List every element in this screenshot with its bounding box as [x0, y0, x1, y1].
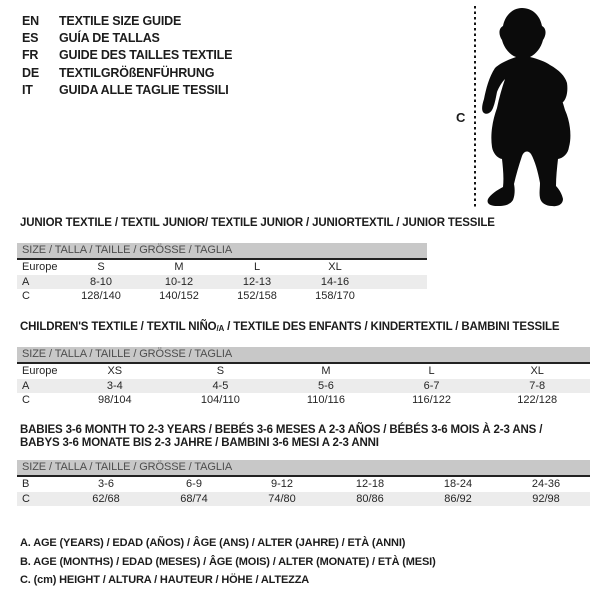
size-cell: 6-9 [186, 478, 202, 491]
table-row [17, 393, 590, 408]
table-row [17, 275, 427, 290]
lang-row-fr [22, 47, 232, 64]
size-cell: 7-8 [484, 379, 590, 394]
filler-cell [374, 289, 427, 304]
size-cell: 74/80 [238, 492, 326, 507]
size-cell: 116/122 [412, 394, 452, 407]
table-row [17, 289, 427, 304]
size-cell: 122/128 [517, 394, 558, 407]
size-cell: 158/170 [315, 290, 355, 303]
size-cell: 12-13 [218, 275, 296, 290]
row-label: A [17, 379, 62, 394]
height-measure-dotted-line [474, 6, 476, 209]
childrens-size-table [17, 364, 590, 408]
lang-code: ES [22, 31, 39, 46]
note-b: B. AGE (MONTHS) / EDAD (MESES) / ÂGE (MOIS) / ALTER (MONATE) / ETÀ (MESI) [20, 555, 436, 568]
baby-silhouette [480, 0, 600, 215]
size-cell: 62/68 [62, 492, 150, 507]
lang-label: TEXTILGRÖßENFÜHRUNG [59, 65, 215, 80]
baby-silhouette-path [482, 8, 570, 206]
size-cell: 3-6 [98, 478, 114, 491]
filler-cell [374, 275, 427, 290]
size-cell: XS [107, 365, 123, 378]
size-cell: S [97, 261, 105, 274]
row-label: Europe [22, 261, 58, 274]
height-measure-label: C [456, 110, 466, 125]
table-row [17, 492, 590, 507]
size-cell: 6-7 [379, 379, 485, 394]
lang-label: TEXTILE SIZE GUIDE [59, 14, 182, 28]
row-label: A [17, 275, 62, 290]
row-label: B [22, 478, 30, 491]
size-cell: 92/98 [502, 492, 590, 507]
size-cell: 140/152 [159, 290, 199, 303]
lang-row-es [22, 30, 232, 47]
row-label: C [22, 394, 30, 407]
babies-size-header-bar: SIZE / TALLA / TAILLE / GRÖSSE / TAGLIA [17, 460, 590, 477]
junior-size-table [17, 260, 427, 304]
lang-row-de [22, 65, 232, 82]
babies-section-title-line1: BABIES 3-6 MONTH TO 2-3 YEARS / BEBÉS 3-6 MESES A 2-3 AÑOS / BÉBÉS 3-6 MOIS À 2-3 ANS / [20, 424, 543, 436]
lang-label: GUIDA ALLE TAGLIE TESSILI [59, 82, 229, 97]
row-label: C [22, 290, 30, 303]
size-cell: L [428, 365, 435, 378]
note-c: C. (cm) HEIGHT / ALTURA / HAUTEUR / HÖHE / ALTEZZA [20, 574, 310, 587]
babies-size-table [17, 477, 590, 506]
size-cell: 3-4 [62, 379, 168, 394]
size-cell: S [216, 365, 225, 378]
table-row [17, 364, 590, 379]
babies-textile-section [17, 424, 590, 506]
childrens-textile-section [17, 321, 590, 408]
title-text: CHILDREN'S TEXTILE / TEXTIL NIÑO [20, 321, 217, 333]
lang-code: IT [22, 82, 33, 97]
size-cell: 98/104 [97, 394, 132, 407]
table-row [17, 260, 427, 275]
legend-notes [20, 534, 436, 590]
size-cell: 4-5 [168, 379, 274, 394]
junior-section-title: JUNIOR TEXTILE / TEXTIL JUNIOR/ TEXTILE JUNIOR / JUNIORTEXTIL / JUNIOR TESSILE [20, 217, 495, 229]
size-cell: XL [328, 261, 342, 274]
lang-code: EN [22, 14, 39, 28]
row-label: C [17, 492, 62, 507]
junior-textile-section [17, 217, 495, 304]
childrens-size-header-bar: SIZE / TALLA / TAILLE / GRÖSSE / TAGLIA [17, 347, 590, 364]
lang-row-it [22, 82, 232, 99]
junior-size-header-bar: SIZE / TALLA / TAILLE / GRÖSSE / TAGLIA [17, 243, 427, 260]
language-title-list [22, 13, 232, 99]
size-cell: 8-10 [62, 275, 140, 290]
size-cell: 80/86 [326, 492, 414, 507]
size-cell: 10-12 [140, 275, 218, 290]
size-cell: 68/74 [150, 492, 238, 507]
size-cell: 128/140 [81, 290, 121, 303]
title-text: / TEXTILE DES ENFANTS / KINDERTEXTIL / BAMBINI TESSILE [224, 321, 560, 333]
size-cell: 24-36 [531, 478, 561, 491]
childrens-section-title [20, 321, 590, 334]
lang-row-en [22, 13, 232, 30]
size-cell: 86/92 [414, 492, 502, 507]
lang-code: DE [22, 65, 39, 80]
lang-label: GUÍA DE TALLAS [59, 31, 160, 46]
size-cell: M [174, 261, 184, 274]
size-cell: 18-24 [443, 478, 473, 491]
size-cell: M [321, 365, 331, 378]
size-cell: 110/116 [306, 394, 346, 407]
size-cell: 5-6 [273, 379, 379, 394]
filler-cell [374, 260, 427, 275]
table-row [17, 379, 590, 394]
size-cell: 104/110 [200, 394, 240, 407]
table-row [17, 477, 590, 492]
note-a: A. AGE (YEARS) / EDAD (AÑOS) / ÂGE (ANS) / ALTER (JAHRE) / ETÀ (ANNI) [20, 537, 406, 549]
title-subscript: /A [216, 324, 225, 333]
lang-label: GUIDE DES TAILLES TEXTILE [59, 48, 233, 63]
size-cell: 12-18 [355, 478, 385, 491]
babies-section-title-line2: BABYS 3-6 MONATE BIS 2-3 JAHRE / BAMBINI 3-6 MESI A 2-3 ANNI [20, 437, 379, 449]
size-cell: L [253, 261, 261, 274]
size-cell: 14-16 [296, 275, 374, 290]
size-cell: 152/158 [237, 290, 277, 303]
row-label: Europe [22, 365, 58, 378]
size-cell: 9-12 [270, 478, 294, 491]
lang-code: FR [22, 48, 39, 63]
size-cell: XL [530, 365, 544, 378]
